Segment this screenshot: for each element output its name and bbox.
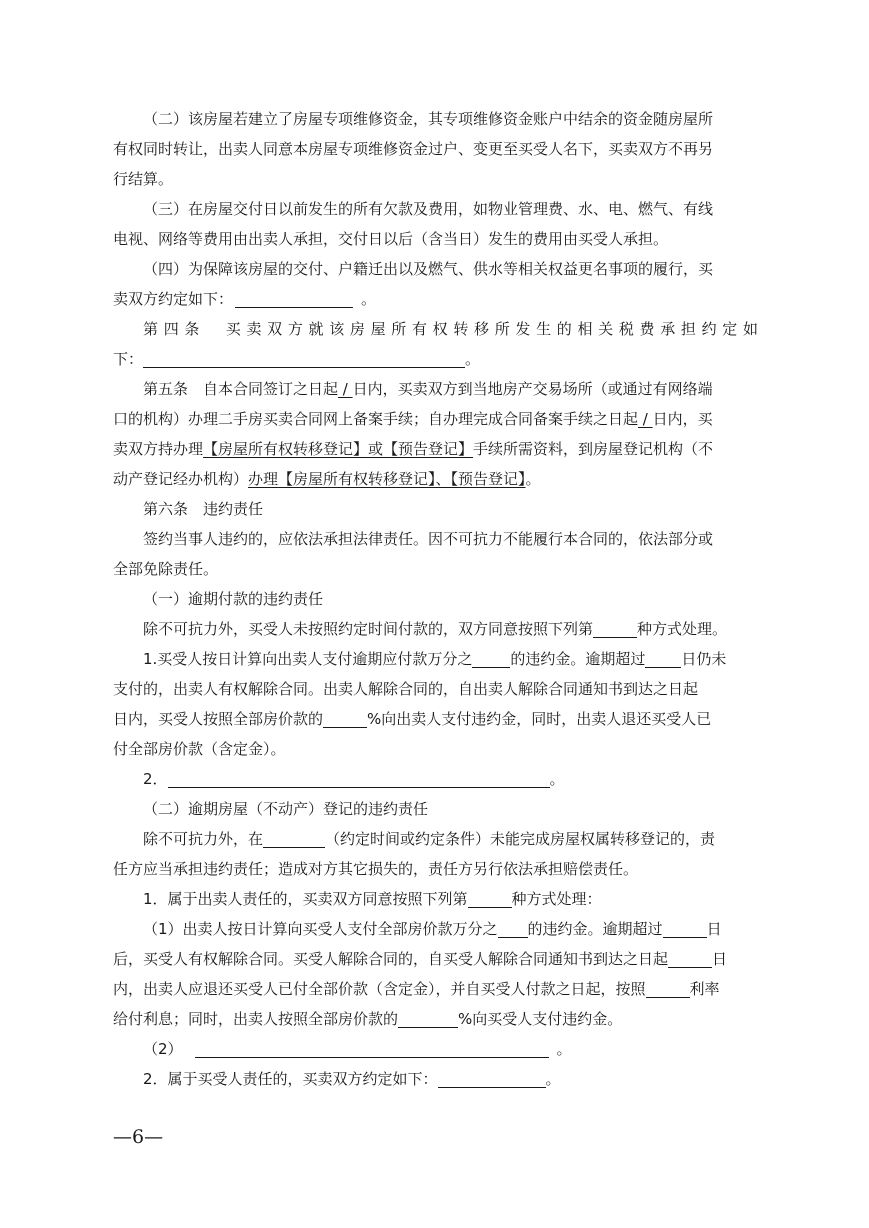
paragraph-line: 行结算。: [113, 170, 174, 188]
text-segment: 口的机构）办理二手房买卖合同网上备案手续；自办理完成合同备案手续之日起: [113, 410, 639, 428]
filled-field[interactable]: /: [638, 410, 653, 428]
paragraph-line: [113, 914, 758, 944]
text-segment: （约定时间或约定条件）未能完成房屋权属转移登记的，责: [325, 830, 716, 848]
text-segment: 。: [465, 350, 481, 368]
paragraph-line: 任方应当承担违约责任；造成对方其它损失的，责任方另行依法承担赔偿责任。: [113, 860, 639, 878]
section-heading: （二）逾期房屋（不动产）登记的违约责任: [143, 800, 429, 818]
blank-field[interactable]: [646, 978, 690, 998]
paragraph-line: [113, 824, 758, 854]
text-segment: 卖双方约定如下：: [113, 290, 234, 308]
article-four-line: 第四条 买卖双方就该房屋所有权转移所发生的相关税费承担约定如: [143, 320, 758, 338]
text-segment: 2．属于买受人责任的，买卖双方约定如下：: [143, 1070, 438, 1088]
paragraph-line: [113, 644, 758, 674]
page-number: —6—: [113, 1126, 164, 1148]
blank-field[interactable]: [143, 348, 465, 368]
text-segment: 内，出卖人应退还买受人已付全部价款（含定金），并自买受人付款之日起，按照: [113, 980, 646, 998]
blank-field[interactable]: [468, 888, 512, 908]
paragraph-line: [113, 464, 758, 494]
text-segment: 种方式处理。: [637, 620, 728, 638]
blank-field[interactable]: [235, 288, 353, 308]
paragraph-line: 有权同时转让，出卖人同意本房屋专项维修资金过户、变更至买受人名下，买卖双方不再另: [113, 140, 714, 158]
text-segment: 。: [545, 1070, 561, 1088]
text-segment: 2．: [143, 770, 168, 788]
blank-field[interactable]: [195, 1038, 549, 1058]
paragraph-line: （四）为保障该房屋的交付、户籍迁出以及燃气、供水等相关权益更名事项的履行，买: [143, 260, 714, 278]
text-segment: 。: [549, 770, 565, 788]
paragraph-line: [113, 284, 758, 314]
blank-field[interactable]: [263, 828, 325, 848]
text-segment: 日内，买: [652, 410, 713, 428]
text-segment: 日: [712, 950, 728, 968]
text-segment: 后，买受人有权解除合同。买受人解除合同的，自买受人解除合同通知书到达之日起: [113, 950, 669, 968]
paragraph-line: 付全部房价款（含定金）。: [113, 740, 286, 758]
paragraph-line: [113, 614, 758, 644]
text-segment: %向出卖人支付违约金，同时，出卖人退还买受人已: [367, 710, 712, 728]
text-segment: 利率: [689, 980, 720, 998]
text-segment: 除不可抗力外，在: [143, 830, 264, 848]
section-heading: （一）逾期付款的违约责任: [143, 590, 324, 608]
blank-field[interactable]: [472, 648, 510, 668]
paragraph-line: [113, 944, 758, 974]
text-segment: （1）出卖人按日计算向买受人支付全部房价款万分之: [143, 920, 498, 938]
blank-field[interactable]: [438, 1068, 546, 1088]
blank-field[interactable]: [323, 708, 367, 728]
filled-field[interactable]: 办理【房屋所有权转移登记】、【预告登记】: [248, 470, 526, 488]
paragraph-line: 支付的，出卖人有权解除合同。出卖人解除合同的，自出卖人解除合同通知书到达之日起: [113, 680, 699, 698]
paragraph-line: （二）该房屋若建立了房屋专项维修资金，其专项维修资金账户中结余的资金随房屋所: [143, 110, 714, 128]
text-segment: 日内，买受人按照全部房价款的: [113, 710, 324, 728]
paragraph-line: [113, 884, 758, 914]
text-segment: 。: [556, 1040, 572, 1058]
paragraph-line: [113, 704, 758, 734]
paragraph-line: 电视、网络等费用由出卖人承担，交付日以后（含当日）发生的费用由买受人承担。: [113, 230, 669, 248]
blank-field[interactable]: [593, 618, 637, 638]
text-segment: 。: [525, 470, 541, 488]
text-segment: 日: [706, 920, 722, 938]
text-segment: 1．属于出卖人责任的，买卖双方同意按照下列第: [143, 890, 468, 908]
text-segment: %向买受人支付违约金。: [458, 1010, 623, 1028]
paragraph-line: [113, 1034, 758, 1064]
paragraph-line: [113, 974, 758, 1004]
paragraph-line: [113, 1064, 758, 1094]
text-segment: 的违约金。逾期超过: [527, 920, 663, 938]
paragraph-line: [113, 434, 758, 464]
text-segment: 日仍未: [681, 650, 727, 668]
text-segment: 日内，买卖双方到当地房产交易场所（或通过有网络端: [352, 380, 713, 398]
paragraph-line: （三）在房屋交付日以前发生的所有欠款及费用，如物业管理费、水、电、燃气、有线: [143, 200, 714, 218]
article-five-line: [113, 374, 758, 404]
text-segment: 种方式处理：: [511, 890, 602, 908]
paragraph-line: 全部免除责任。: [113, 560, 219, 578]
blank-field[interactable]: [663, 918, 707, 938]
article-six-heading: 第六条 违约责任: [143, 500, 264, 518]
text-segment: 手续所需资料，到房屋登记机构（不: [473, 440, 714, 458]
text-segment: 1.买受人按日计算向出卖人支付逾期应付款万分之: [143, 650, 473, 668]
paragraph-line: [113, 404, 758, 434]
paragraph-line: [113, 1004, 758, 1034]
paragraph-line: [113, 764, 758, 794]
paragraph-line: [113, 344, 758, 374]
filled-field[interactable]: /: [338, 380, 353, 398]
text-segment: 给付利息；同时，出卖人按照全部房价款的: [113, 1010, 399, 1028]
blank-field[interactable]: [498, 918, 528, 938]
paragraph-line: 签约当事人违约的，应依法承担法律责任。因不可抗力不能履行本合同的，依法部分或: [143, 530, 714, 548]
text-segment: 除不可抗力外，买受人未按照约定时间付款的，双方同意按照下列第: [143, 620, 594, 638]
blank-field[interactable]: [168, 768, 550, 788]
text-segment: 。: [361, 290, 377, 308]
filled-field[interactable]: 【房屋所有权转移登记】或【预告登记】: [203, 440, 474, 458]
text-segment: 卖双方持办理: [113, 440, 204, 458]
text-segment: 下：: [113, 350, 144, 368]
blank-field[interactable]: [398, 1008, 458, 1028]
contract-page: [113, 104, 758, 1094]
text-segment: 动产登记经办机构）: [113, 470, 249, 488]
text-segment: 的违约金。逾期超过: [510, 650, 646, 668]
blank-field[interactable]: [645, 648, 681, 668]
blank-field[interactable]: [668, 948, 712, 968]
text-segment: （2）: [143, 1040, 183, 1058]
text-segment: 第五条 自本合同签订之日起: [143, 380, 339, 398]
